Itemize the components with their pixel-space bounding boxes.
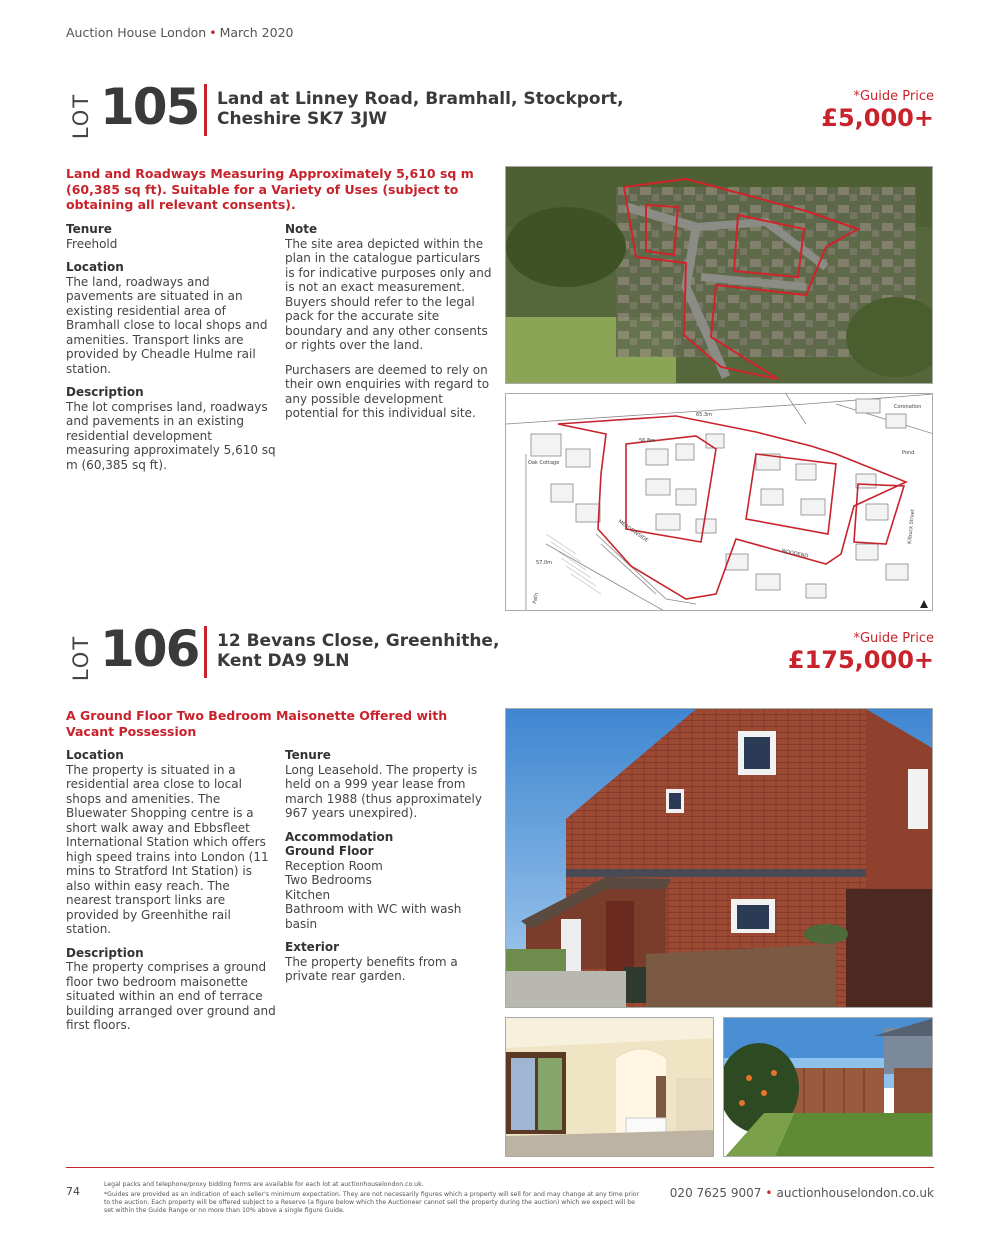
guide-label: *Guide Price	[853, 631, 934, 646]
legal-line-1: Legal packs and telephone/proxy bidding forms are available for each lot at auctionhouselondon.co.uk.	[104, 1181, 424, 1188]
lot-106-header	[66, 620, 934, 690]
map-house: Oak Cottage	[528, 460, 560, 466]
lot-title: Land at Linney Road, Bramhall, Stockport, Cheshire SK7 3JW	[217, 89, 624, 129]
garden-photo-icon	[723, 1017, 933, 1157]
lot-label: LOT	[69, 92, 93, 140]
house-exterior-photo-icon	[505, 708, 933, 1008]
description-text: The property comprises a ground floor two bedroom maisonette situated within an end of terrace building arranged over ground and first floors.	[66, 960, 276, 1032]
aerial-photo-icon	[505, 166, 933, 384]
location-text: The land, roadways and pavements are situated in an existing residential area of Bramhall close to local shops and amenities. Transport links are provided by Cheadle Hulme rail station.	[66, 274, 268, 376]
map-road-2: WOODEND	[780, 548, 809, 560]
lot-number: 105	[100, 78, 199, 136]
separator-dot: •	[209, 25, 217, 40]
location-heading: Location	[66, 260, 124, 274]
page-number: 74	[66, 1185, 80, 1198]
guide-price-block	[788, 631, 934, 674]
lot-label: LOT	[69, 634, 93, 682]
lot-105-column-left	[66, 222, 278, 472]
footer-rule	[66, 1167, 934, 1168]
site-plan-map-icon	[505, 393, 933, 611]
map-road-1: MEADOWSIDE	[616, 518, 650, 544]
lot-number: 106	[100, 620, 199, 678]
website-link[interactable]: auctionhouselondon.co.uk	[776, 1186, 934, 1200]
title-rule	[204, 84, 207, 136]
tenure-heading: Tenure	[285, 748, 331, 762]
exterior-heading: Exterior	[285, 940, 340, 954]
contact-info	[670, 1186, 934, 1200]
tenure-text: Freehold	[66, 236, 118, 251]
guide-label: *Guide Price	[853, 89, 934, 104]
note-text-2: Purchasers are deemed to rely on their own enquiries with regard to any possible development potential for this individual site.	[285, 362, 490, 420]
guide-price: £5,000+	[821, 104, 934, 132]
map-coronation: Coronation	[894, 404, 922, 410]
separator-dot: •	[765, 1186, 773, 1200]
lot-105-column-right	[285, 222, 493, 421]
exterior-text: The property benefits from a private rear garden.	[285, 954, 458, 983]
lot-106-column-right	[285, 748, 497, 984]
location-heading: Location	[66, 748, 124, 762]
guide-price-block	[821, 89, 934, 132]
room-item: Kitchen	[285, 887, 331, 902]
accommodation-heading: Accommodation	[285, 829, 394, 844]
room-item: Bathroom with WC with wash basin	[285, 902, 462, 931]
note-text: The site area depicted within the plan in the catalogue particulars is for indicative purposes only and is not an exact measurement. Buyers should refer to the legal pack for the accurate site boundary and any other consents or rights over the land.	[285, 236, 492, 352]
lot-106-subheading: A Ground Floor Two Bedroom Maisonette Offered with Vacant Possession	[66, 708, 448, 739]
issue-date: March 2020	[219, 25, 294, 40]
guide-price: £175,000+	[787, 646, 934, 674]
description-heading: Description	[66, 945, 144, 960]
map-pond: Pond	[902, 450, 915, 456]
lot-title: 12 Bevans Close, Greenhithe, Kent DA9 9LN	[217, 631, 500, 671]
map-path: Path	[532, 592, 540, 605]
legal-line-2: *Guides are provided as an indication of each seller's minimum expectation. They are not necessarily figures which a property will sell for and may change at any time prior to the auction. Each property will be offered subject to a Reserve (a figure below which the Auctioneer cannot sell the property during the auction) which we expect will be set within the Guide Range or no more than 10% above a single figure Guide.	[104, 1191, 640, 1214]
room-item: Reception Room	[285, 858, 383, 873]
interior-room-photo-icon	[505, 1017, 714, 1157]
ground-floor-heading: Ground Floor	[285, 844, 374, 858]
note-heading: Note	[285, 222, 318, 236]
map-kilbuck: Kilbuck Street	[907, 508, 917, 545]
map-dim-inner: 56.8m	[639, 438, 656, 444]
location-text: The property is situated in a residential area close to local shops and amenities. The Bluewater Shopping centre is a short walk away and Ebbsfleet International Station which offers high speed trains into London (11 mins to Stratford Int Station) is also within easy reach. The nearest transport links are provided by Greenhithe rail station.	[66, 762, 269, 936]
lot-105-subheading: Land and Roadways Measuring Approximately 5,610 sq m (60,385 sq ft). Suitable for a Variety of Uses (subject to obtaining all relevant consents).	[66, 166, 474, 212]
map-dim-left: 57.0m	[536, 560, 553, 566]
map-dim-top: 65.3m	[696, 412, 713, 418]
tenure-heading: Tenure	[66, 222, 112, 236]
page-header	[66, 25, 294, 40]
lot-105-header	[66, 78, 934, 148]
description-text: The lot comprises land, roadways and pavements in an existing residential development measuring approximately 5,610 sq m (60,385 sq ft).	[66, 399, 276, 472]
publisher-name: Auction House London	[66, 25, 207, 40]
description-heading: Description	[66, 385, 144, 399]
title-rule	[204, 626, 207, 678]
phone-number: 020 7625 9007	[669, 1186, 762, 1200]
room-item: Two Bedrooms	[285, 873, 372, 887]
lot-106-column-left	[66, 748, 278, 1033]
tenure-text: Long Leasehold. The property is held on a 999 year lease from march 1988 (thus approximately 967 years unexpired).	[285, 762, 482, 820]
legal-notice	[104, 1181, 644, 1215]
